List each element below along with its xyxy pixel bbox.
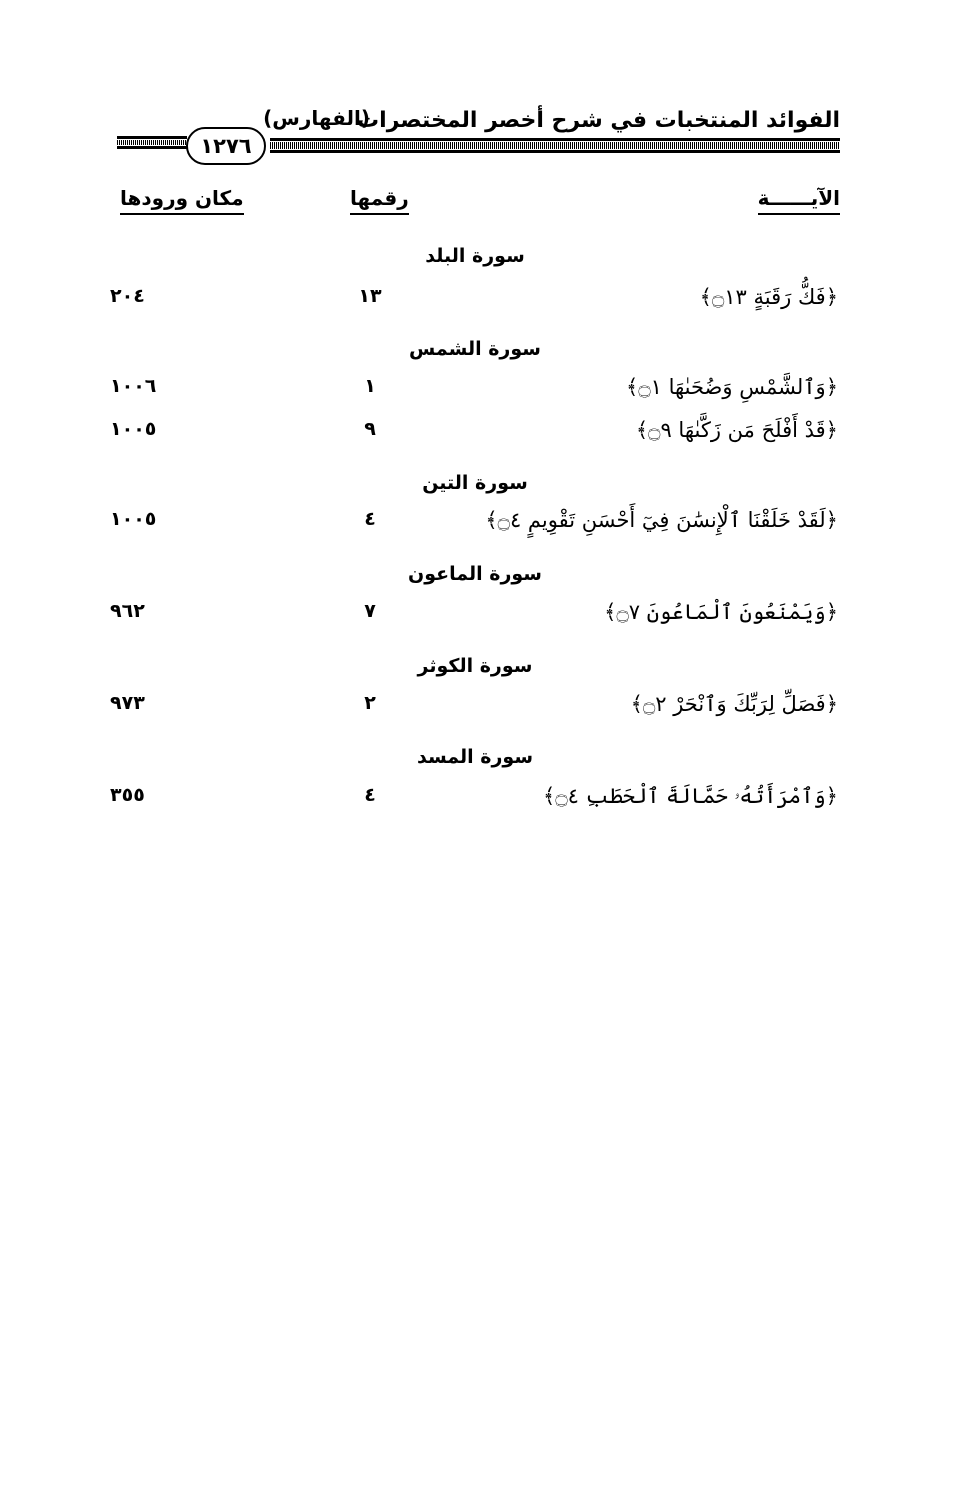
verse-number: ٤ <box>364 508 376 530</box>
verse-location: ٩٧٣ <box>110 692 145 714</box>
surah-heading: سورة الشمس <box>409 338 541 360</box>
surah-heading: سورة الماعون <box>408 563 542 585</box>
verse-number: ٢ <box>364 692 376 714</box>
verse-number: ٩ <box>364 418 376 440</box>
verse-text: ﴿وَٱلشَّمْسِ وَضُحَىٰهَا ۝١﴾ <box>626 375 838 399</box>
verse-number: ١ <box>364 375 376 397</box>
verse-text: ﴿وَٱمْرَأَتُهُۥ حَمَّالَةَ ٱلْحَطَبِ ۝٤﴾ <box>543 784 838 808</box>
surah-heading: سورة البلد <box>425 245 525 267</box>
column-heading-location: مكان ورودها <box>120 186 244 215</box>
verse-text: ﴿فَصَلِّ لِرَبِّكَ وَٱنْحَرْ ۝٢﴾ <box>630 692 838 716</box>
header-rule-left-hatch <box>117 140 187 145</box>
verse-location: ٩٦٢ <box>110 600 145 622</box>
verse-text: ﴿فَكُّ رَقَبَةٍ ۝١٣﴾ <box>699 285 838 309</box>
column-heading-verse: الآيــــــة <box>758 186 840 215</box>
surah-heading: سورة التين <box>422 472 528 494</box>
verse-location: ١٠٠٥ <box>110 508 157 530</box>
header-rule-bottom <box>270 150 840 153</box>
running-header-title: الفوائد المنتخبات في شرح أخصر المختصرات <box>357 108 840 133</box>
verse-number: ٤ <box>364 784 376 806</box>
header-rule-hatch <box>270 142 840 149</box>
header-rule-left-top <box>117 136 187 139</box>
verse-text: ﴿لَقَدْ خَلَقْنَا ٱلْإِنسَٰنَ فِيٓ أَحْسَنِ تَقْوِيمٍ ۝٤﴾ <box>485 508 838 532</box>
verse-location: ٢٠٤ <box>110 285 145 307</box>
verse-number: ١٣ <box>358 285 382 307</box>
verse-text: ﴿وَيَمْنَعُونَ ٱلْمَاعُونَ ۝٧﴾ <box>604 600 838 624</box>
page-number: ١٢٧٦ <box>186 127 266 165</box>
verse-text: ﴿قَدْ أَفْلَحَ مَن زَكَّىٰهَا ۝٩﴾ <box>635 418 838 442</box>
header-rule-top <box>270 138 840 141</box>
surah-heading: سورة المسد <box>416 746 534 768</box>
verse-location: ٣٥٥ <box>110 784 145 806</box>
running-header-section: (الفهارس) <box>263 106 370 130</box>
surah-heading: سورة الكوثر <box>417 655 533 677</box>
verse-location: ١٠٠٦ <box>110 375 157 397</box>
verse-location: ١٠٠٥ <box>110 418 157 440</box>
header-rule-left-bottom <box>117 146 187 149</box>
column-heading-number: رقمها <box>350 186 409 215</box>
verse-number: ٧ <box>364 600 376 622</box>
